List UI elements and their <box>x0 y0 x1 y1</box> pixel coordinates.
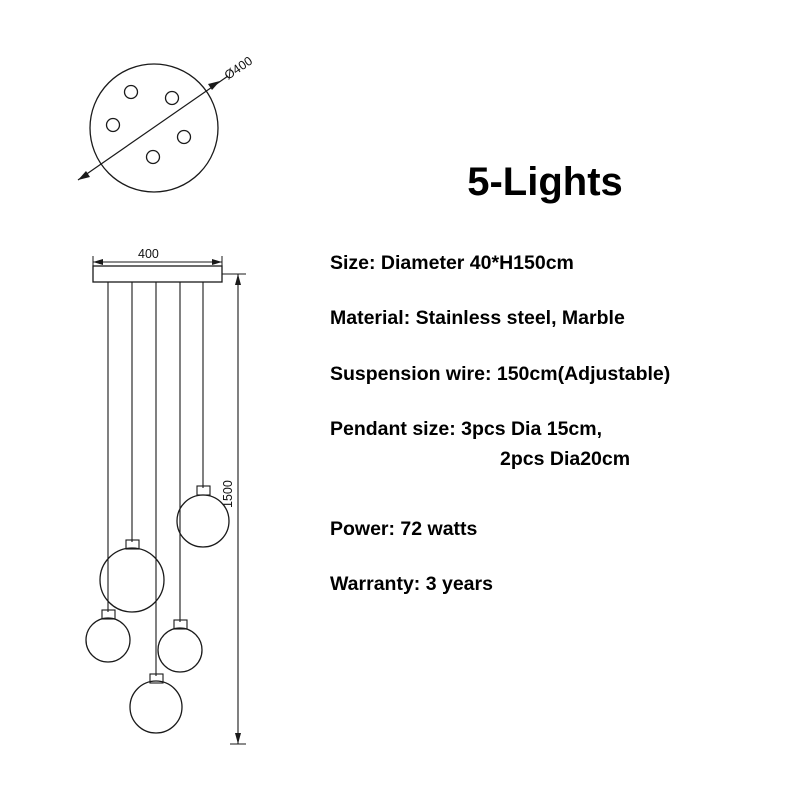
top-view-drawing <box>60 40 310 230</box>
front-view-width-label: 400 <box>138 247 159 261</box>
front-view-height-label: 1500 <box>221 480 235 508</box>
top-view-diameter-label: Ø400 <box>221 53 256 83</box>
top-view-svg <box>60 40 310 230</box>
mount-hole <box>125 86 138 99</box>
front-view-drawing <box>60 240 320 770</box>
ring-pendant-large <box>100 548 164 612</box>
spec-power: Power: 72 watts <box>330 517 478 540</box>
ring-pendant-small-right <box>158 628 202 672</box>
height-arrow-top <box>235 274 241 285</box>
diameter-leader-line <box>78 76 228 180</box>
spec-material: Material: Stainless steel, Marble <box>330 307 625 330</box>
ring-pendant-small-left <box>86 618 130 662</box>
width-arrow-right <box>212 259 222 265</box>
height-arrow-bottom <box>235 733 241 744</box>
spec-suspension-wire: Suspension wire: 150cm(Adjustable) <box>330 362 671 385</box>
spec-warranty: Warranty: 3 years <box>330 572 493 595</box>
mount-hole <box>178 131 191 144</box>
spec-pendant-size: Pendant size: 3pcs Dia 15cm, <box>330 418 603 441</box>
mount-hole <box>166 92 179 105</box>
width-arrow-left <box>93 259 103 265</box>
spec-panel <box>330 160 790 627</box>
spec-size: Size: Diameter 40*H150cm <box>330 252 574 274</box>
mount-hole <box>147 151 160 164</box>
canopy-bar <box>93 266 222 282</box>
mount-hole <box>107 119 120 132</box>
ring-pendant-bottom <box>130 681 182 733</box>
spec-pendant-size-continued: 2pcs Dia20cm <box>500 447 631 470</box>
ring-pendant-medium <box>177 495 229 547</box>
front-view-svg <box>60 240 320 770</box>
page-title: 5-Lights <box>467 160 623 204</box>
